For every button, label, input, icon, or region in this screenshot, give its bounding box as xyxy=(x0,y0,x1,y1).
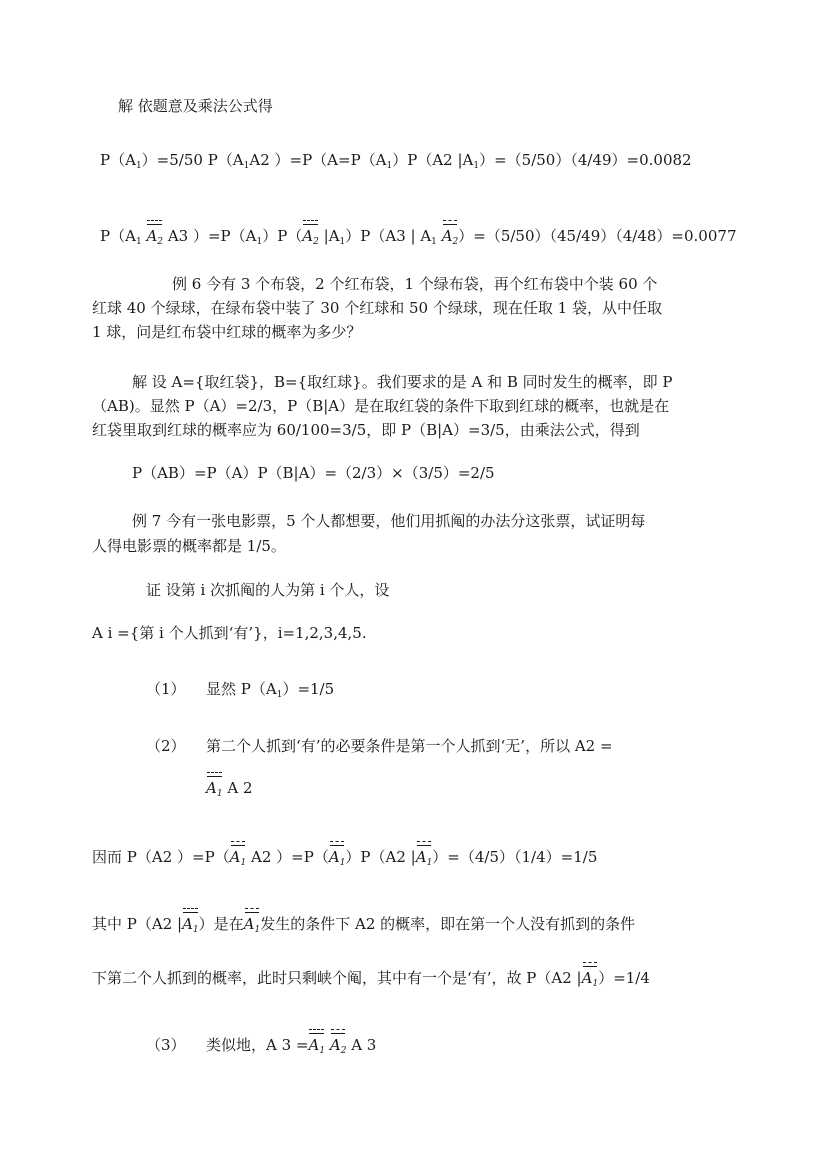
step-2-text: 第二个人抓到‘有’的必要条件是第一个人抓到‘无’，所以 A2 = xyxy=(206,737,613,755)
proof-start: 证 设第 i 次抓阄的人为第 i 个人，设 xyxy=(146,581,390,599)
explanation-line-1: 其中 P（A2 $|A_1$）是在$A_1$发生的条件下 A2 的概率，即在第一个人没有抓到的条件 xyxy=(92,915,636,935)
complement-a2: $A_2$ xyxy=(329,1036,347,1056)
example-6-line-2: 红球 40 个绿球，在绿布袋中装了 30 个红球和 50 个绿球，现在任取 1 袋，从中任取 xyxy=(92,299,662,317)
explanation-line-2: 下第二个人抓到的概率，此时只剩峡个阄，其中有一个是‘有’，故 P（A2 $|A_1)=1/4$ xyxy=(92,969,650,989)
example-6-line-3: 1 球，问是红布袋中红球的概率为多少？ xyxy=(92,323,362,341)
step-3-number: （3） xyxy=(146,1036,186,1054)
complement-a1: $A_1$ xyxy=(328,848,346,868)
complement-a1: $A_1$ xyxy=(415,848,433,868)
complement-a2: $A_2$ xyxy=(302,227,319,247)
example-7-line-2: 人得电影票的概率都是 1/5。 xyxy=(92,537,286,555)
step-1-number: （1） xyxy=(146,680,186,698)
solution-line-2: （AB)。显然 P（A）=2/3，P（B|A）是在取红袋的条件下取到红球的概率，也就是在 xyxy=(92,397,670,415)
complement-a1: $A_1$ xyxy=(182,915,199,935)
step-2-number: （2） xyxy=(146,737,186,755)
example-7-line-1: 例 7 今有一张电影票，5 个人都想要，他们用抓阄的办法分这张票，试证明每 xyxy=(132,512,646,530)
solution-line-1: 解 设 A={取红袋}，B={取红球}。我们要求的是 A 和 B 同时发生的概率，即 P xyxy=(132,373,673,391)
example-6-line-1: 例 6 今有 3 个布袋，2 个红布袋，1 个绿布袋，再个红布袋中个装 60 个 xyxy=(172,275,658,293)
solution-equation: P（AB）=P（A）P（B|A）=（2/3）×（3/5）=2/5 xyxy=(132,464,495,482)
complement-a2: $A_2$ xyxy=(441,227,459,247)
complement-a1: $A_1$ xyxy=(308,1036,326,1056)
equation-2: $P(A_1$ $A_2$ A3 ）$=P(A_1)P(A_2$ $|A_1)P(A3$ | $A_1$ $A_2)=(5/50)(45/49)(4/48)=0.0077$ xyxy=(100,227,737,247)
complement-a1: $A_1$ xyxy=(206,779,223,799)
step-2-formula: $A_1$ A 2 xyxy=(206,779,253,799)
step-3-text: 类似地，A $3 =A_1$ $A_2$ A 3 xyxy=(206,1036,377,1056)
equation-3: 因而 P（A2 ）$=P(A_1$ A2 ）$=P(A_1)P(A2$ $|A_1)=(4/5)(1/4)=1/5$ xyxy=(92,848,598,868)
complement-a2: $A_2$ xyxy=(146,227,164,247)
equation-1: $P(A_1)=5/50$ $P(A_1A2$ ）$=P(A=P(A_1)P(A2$ $|A_1)=(5/50)(4/49)=0.0082$ xyxy=(100,151,692,171)
complement-a1: $A_1$ xyxy=(229,848,247,868)
complement-a1: $A_1$ xyxy=(243,915,261,935)
event-definition: A i ={第 i 个人抓到‘有’}，i=1,2,3,4,5. xyxy=(92,624,367,642)
solution-intro: 解 依题意及乘法公式得 xyxy=(118,97,273,115)
step-1-text: 显然 $P(A_1)=1/5$ xyxy=(206,680,335,700)
solution-line-3: 红袋里取到红球的概率应为 60/100=3/5，即 P（B|A）=3/5，由乘法公式，得到 xyxy=(92,421,640,439)
complement-a1: $A_1$ xyxy=(581,969,599,989)
